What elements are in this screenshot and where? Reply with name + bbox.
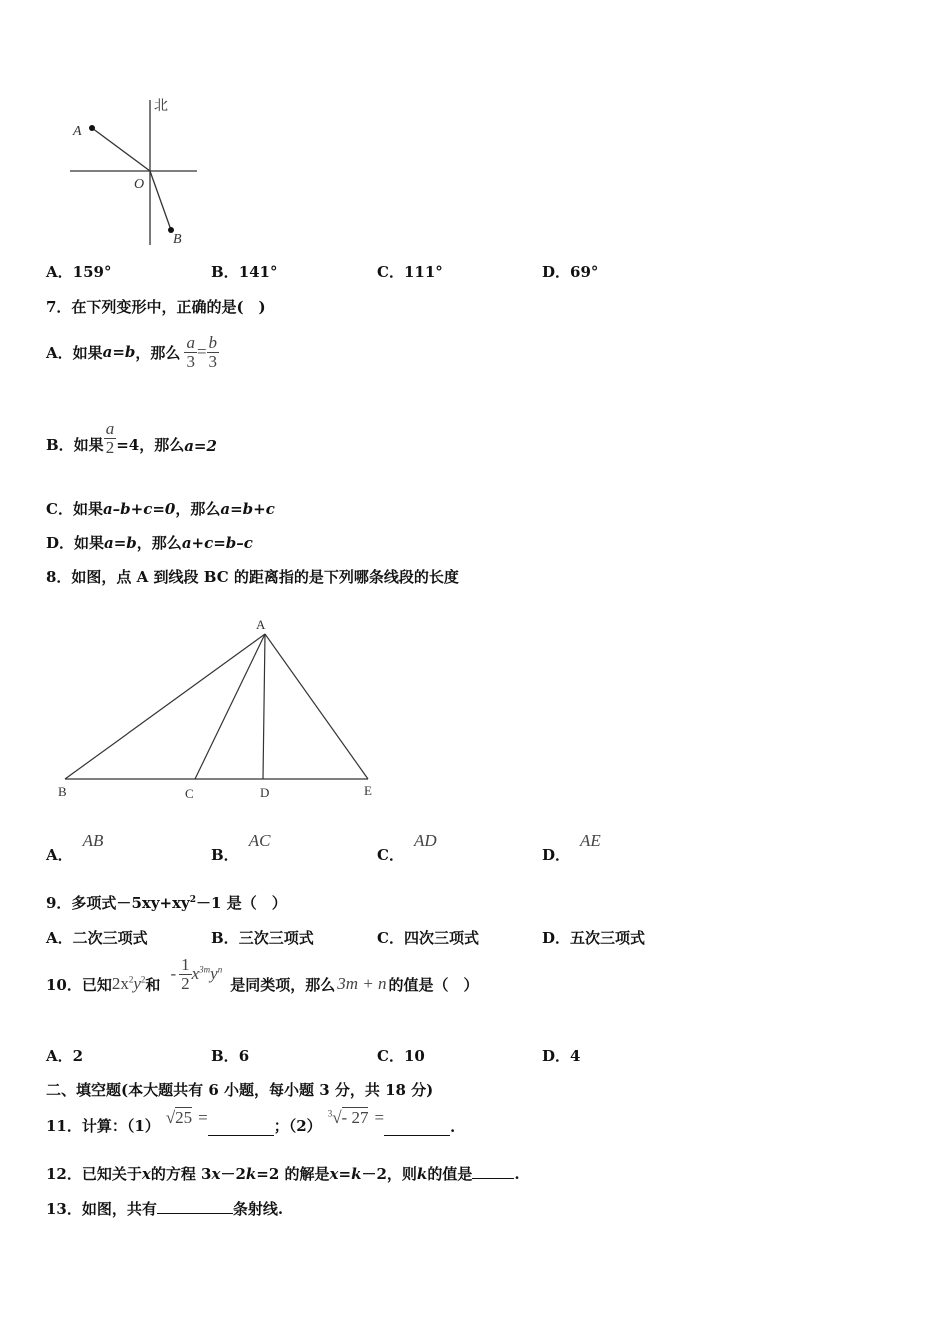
q6-option-d[interactable]: D．69° [542, 263, 599, 281]
ray-oa [92, 128, 150, 171]
q10-option-b[interactable]: B．6 [211, 1047, 250, 1065]
q11-cbrt: $^3$√- 27 [327, 1108, 369, 1127]
q12-blank[interactable] [472, 1164, 514, 1179]
q11-stem: 11．计算：（1） √25 = ；（2） $^3$√- 27 = . [46, 1108, 456, 1136]
q9-option-d[interactable]: D．五次三项式 [542, 929, 646, 947]
label-e: E [364, 783, 372, 798]
q12-stem: 12．已知关于x的方程 3x－2k=2 的解是x=k－2，则k的值是 . [46, 1165, 520, 1183]
point-a-label: A [73, 124, 82, 139]
q6-option-b[interactable]: B．141° [211, 263, 278, 281]
q7a-fraction-2: $\frac{b}{3}$ [208, 332, 218, 371]
q10-term1: $2x^2y^2$ [111, 974, 146, 993]
q7-option-c[interactable]: C．如果a–b+c=0，那么a=b+c [46, 500, 275, 518]
q11-blank-2[interactable] [384, 1121, 450, 1136]
segment-ac [195, 634, 265, 779]
q8-option-b[interactable]: B． AC [211, 831, 271, 864]
q6-option-c[interactable]: C．111° [377, 263, 443, 281]
compass-figure [60, 95, 210, 255]
q8-option-c[interactable]: C． AD [377, 831, 437, 864]
q10-fraction: $\frac{1}{2}$ [181, 954, 190, 993]
q10-option-d[interactable]: D．4 [542, 1047, 581, 1065]
q13-blank[interactable] [157, 1199, 233, 1214]
q10-option-a[interactable]: A．2 [46, 1047, 84, 1065]
q13-stem: 13．如图，共有 条射线. [46, 1200, 284, 1218]
q11-sqrt: √25 [165, 1108, 193, 1127]
point-o-label: O [134, 177, 145, 192]
triangle-figure [50, 612, 390, 807]
q7-option-a[interactable]: A．如果 a=b ，那么 $\frac{a}{3}$ = $\frac{b}{3}$ [46, 332, 218, 371]
q11-blank-1[interactable] [208, 1121, 274, 1136]
q9-stem: 9．多项式$-5xy+xy^2-1$ 是（ ） [46, 894, 287, 912]
segment-ad [263, 634, 265, 779]
label-a: A [256, 617, 266, 632]
q9-option-b[interactable]: B．三次三项式 [211, 929, 314, 947]
q8-option-a[interactable]: A． AB [46, 831, 104, 864]
label-d: D [260, 785, 270, 800]
q9-option-a[interactable]: A．二次三项式 [46, 929, 148, 947]
q10-term2: $x^{3m}y^n$ [191, 964, 223, 983]
segment-ab [65, 634, 265, 779]
segment-ae [265, 634, 368, 779]
q7b-fraction: $\frac{a}{2}$ [105, 419, 115, 457]
q10-expression: 3m + n [337, 974, 387, 993]
point-b-label: B [173, 232, 182, 247]
q10-stem: 10．已知 $2x^2y^2$ 和 - $\frac{1}{2}$ $x^{3m}y^n$ 是同类项，那么 3m + n 的值是（ ） [46, 954, 479, 994]
q7a-fraction-1: $\frac{a}{3}$ [186, 332, 195, 371]
point-a-dot [89, 125, 95, 131]
ray-ob [150, 171, 171, 230]
q7-option-b[interactable]: B．如果 $\frac{a}{2}$ =4，那么 a=2 [46, 419, 217, 457]
q7-option-d[interactable]: D．如果a=b，那么a+c=b–c [46, 534, 253, 552]
north-label: 北 [154, 99, 168, 114]
q6-option-a[interactable]: A．159° [46, 263, 112, 281]
q9-option-c[interactable]: C．四次三项式 [377, 929, 479, 947]
q10-option-c[interactable]: C．10 [377, 1047, 425, 1065]
label-b: B [58, 784, 67, 799]
section-2-heading: 二、填空题(本大题共有 6 小题，每小题 3 分，共 18 分) [46, 1081, 434, 1099]
label-c: C [185, 786, 194, 801]
q8-option-d[interactable]: D． AE [542, 831, 601, 864]
q7-stem: 7．在下列变形中，正确的是( ) [46, 298, 266, 316]
q8-stem: 8．如图，点 A 到线段 BC 的距离指的是下列哪条线段的长度 [46, 568, 459, 586]
